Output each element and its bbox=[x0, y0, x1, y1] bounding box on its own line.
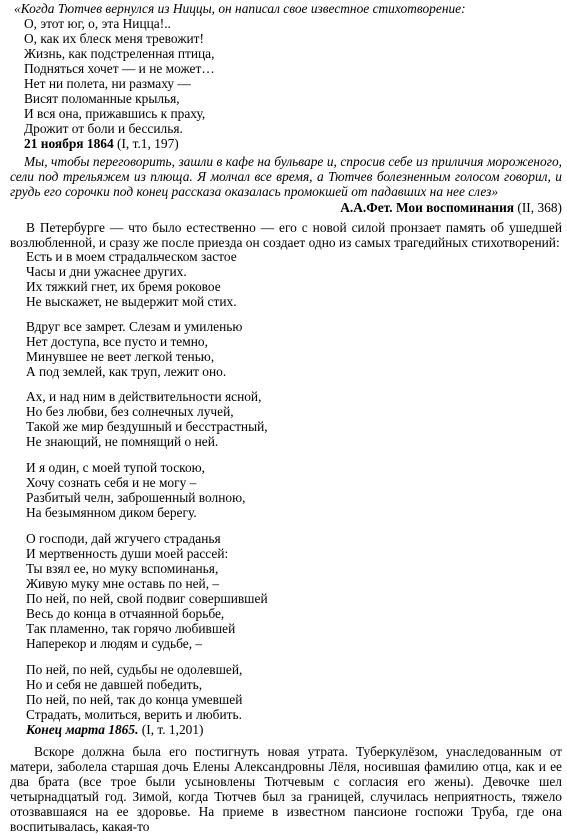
body-paragraph-2: Вскоре должна была его постигнуть новая утрата. Туберкулёзом, унаследованным от матери, заболела старшая дочь Елены Александровны Лёля, носившая фамилию отца, как и ее два брата (все трое были усыновлены Тютчевым с согласия его жены). Девочке шел четырнадцатый год. Зимой, когда Тютчев был за границей, случилась неприятность, тяжело отозвавшаяся на ее здоровье. На приеме в известном пансионе госпожи Труба, где она воспитывалась, какая-то bbox=[10, 744, 562, 834]
poem1-line: Жизнь, как подстреленная птица, bbox=[24, 46, 215, 61]
poem2-line: Хочу сознать себя и не могу – bbox=[26, 475, 197, 490]
poem2-line: Живую муку мне оставь по ней, – bbox=[26, 576, 220, 591]
poem2-line: Весь до конца в отчаянной борьбе, bbox=[26, 606, 225, 621]
epigraph2-text: Мы, чтобы переговорить, зашли в кафе на бульваре и, спросив себе из приличия мороженого, сели под трельяжем из плюща. Я молчал все время, а Тютчев болезненным голосом говорил, и грудь его сорочки под конец рассказа оказалась промокшей от падавших на нее слез» bbox=[10, 154, 562, 199]
poem1-line: О, этот юг, о, эта Ницца!.. bbox=[24, 16, 171, 31]
poem1-date-bold: 21 ноября 1864 bbox=[24, 136, 114, 151]
poem1-line: О, как их блеск меня тревожит! bbox=[24, 31, 204, 46]
poem2-line: Нет доступа, все пусто и темно, bbox=[26, 334, 208, 349]
poem2-line: Часы и дни ужаснее других. bbox=[26, 264, 187, 279]
poem2-date-ref: (I, т. 1,201) bbox=[138, 722, 204, 737]
poem2-line: По ней, по ней, судьбы не одолевшей, bbox=[26, 662, 243, 677]
poem1-date-ref: (I, т.1, 197) bbox=[113, 136, 179, 151]
poem2-date bbox=[26, 722, 204, 737]
poem2-line: И я один, с моей тупой тоскою, bbox=[26, 460, 206, 475]
poem2-line: О господи, дай жгучего страданья bbox=[26, 531, 221, 546]
epigraph2-author bbox=[340, 200, 562, 215]
poem2-date-bold: Конец марта 1865. bbox=[26, 722, 139, 737]
poem1-line: Нет ни полета, ни размаху — bbox=[24, 76, 191, 91]
poem2-line: На безымянном диком берегу. bbox=[26, 505, 197, 520]
poem2-line: Ты взял ее, но муку вспоминанья, bbox=[26, 561, 219, 576]
poem2-line: Страдать, молиться, верить и любить. bbox=[26, 707, 242, 722]
poem2-line: И мертвенность души моей рассей: bbox=[26, 546, 229, 561]
poem2-line: Не выскажет, не выдержит мой стих. bbox=[26, 294, 237, 309]
epigraph2-author-bold: А.А.Фет. Мои воспоминания bbox=[340, 200, 515, 215]
poem2-line: Их тяжкий гнет, их бремя роковое bbox=[26, 279, 221, 294]
poem2-line: Не знающий, не помнящий о ней. bbox=[26, 434, 219, 449]
body-paragraph-1: В Петербурге — что было естественно — его с новой силой пронзает память об ушедшей возлюбленной, и сразу же после приезда он создает одно из самых трагедийных стихотворений: bbox=[10, 220, 562, 250]
poem1-line: Подняться хочет — и не может… bbox=[24, 61, 215, 76]
epigraph2-author-ref: (II, 368) bbox=[514, 200, 562, 215]
poem2-line: Но и себя не давшей победить, bbox=[26, 677, 203, 692]
poem2-line: Ах, и над ним в действительности ясной, bbox=[26, 389, 262, 404]
poem2-line: Разбитый челн, заброшенный волною, bbox=[26, 490, 246, 505]
poem2-line: Вдруг все замрет. Слезам и умиленью bbox=[26, 319, 243, 334]
poem2-line: По ней, по ней, свой подвиг совершившей bbox=[26, 591, 268, 606]
poem2-line: Так пламенно, так горячо любившей bbox=[26, 621, 236, 636]
poem2-line: Но без любви, без солнечных лучей, bbox=[26, 404, 234, 419]
poem2-line: Есть и в моем страдальческом застое bbox=[26, 249, 237, 264]
poem1-line: Дрожит от боли и бессилья. bbox=[24, 121, 183, 136]
poem1-line: И вся она, прижавшись к праху, bbox=[24, 106, 206, 121]
epigraph-intro: «Когда Тютчев вернулся из Ниццы, он написал свое известное стихотворение: bbox=[14, 1, 466, 16]
poem1-line: Висят поломанные крылья, bbox=[24, 91, 180, 106]
poem2-line: По ней, по ней, так до конца умевшей bbox=[26, 692, 243, 707]
poem1-date bbox=[24, 136, 179, 151]
poem2-line: Минувшее не веет легкой тенью, bbox=[26, 349, 215, 364]
poem2-line: Такой же мир бездушный и бесстрастный, bbox=[26, 419, 268, 434]
poem2-line: Наперекор и людям и судьбе, – bbox=[26, 636, 203, 651]
poem2-line: А под землей, как труп, лежит оно. bbox=[26, 364, 227, 379]
